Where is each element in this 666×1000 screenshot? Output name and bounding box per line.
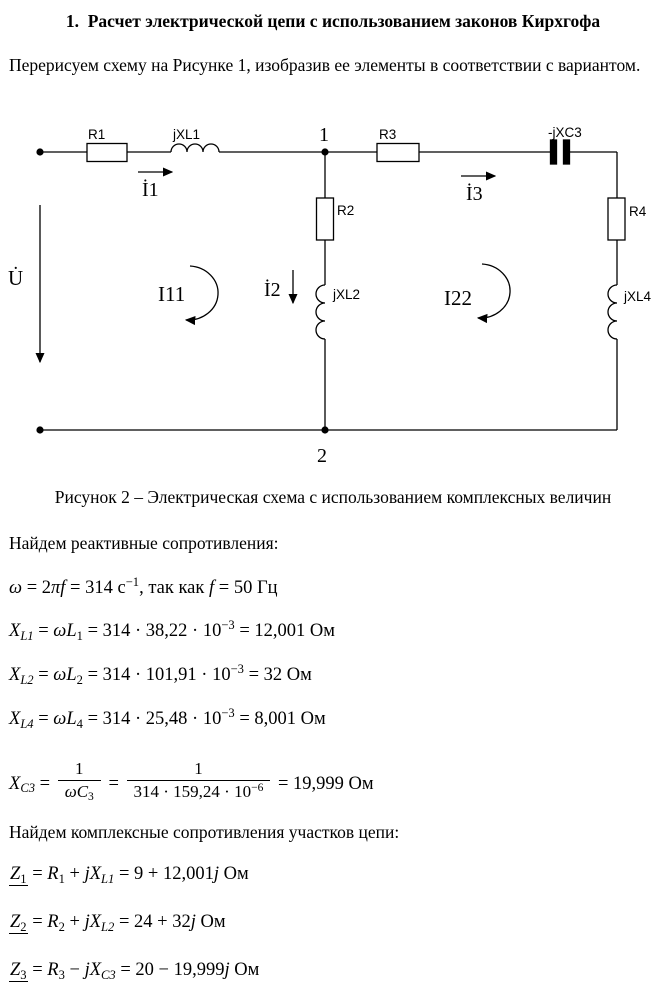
loop-i22-arrow — [478, 264, 510, 318]
text-find-complex: Найдем комплексные сопротивления участков цепи: — [9, 822, 400, 842]
label-jxl4: jXL4 — [624, 289, 652, 304]
label-loop-i22: I22 — [444, 286, 472, 310]
inductor-jxl2 — [316, 285, 325, 339]
terminal-dot-top — [36, 148, 43, 155]
formula-xl1: $XL1 = \omega L1 = 314 \cdot 38,22 \cdot 10^{-3} = 12,001$ Ом — [9, 618, 335, 643]
text-find-reactive: Найдем реактивные сопротивления: — [9, 533, 279, 553]
label-loop-i11: I11 — [158, 282, 186, 306]
terminal-dot-bottom — [36, 426, 43, 433]
intro-paragraph: Перерисуем схему на Рисунке 1, изобразив ее элементы в соответствии с вариантом. — [9, 55, 641, 75]
capacitor-c3-plate-left — [551, 140, 557, 164]
inductor-jxl1 — [171, 144, 219, 152]
formula-z3: Z3 = R3 − jXC3 = 20 − 19,999j Ом — [10, 960, 260, 982]
resistor-r1 — [87, 144, 127, 162]
label-node-2: 2 — [317, 445, 327, 466]
label-current-i2: İ2 — [264, 279, 281, 301]
resistor-r2 — [317, 198, 334, 240]
formula-z1: Z1 = R1 + jXL1 = 9 + 12,001j Ом — [10, 864, 249, 886]
loop-i11-arrow — [186, 266, 218, 320]
label-r3: R3 — [379, 127, 397, 142]
label-node-1: 1 — [319, 124, 329, 146]
node-2-dot — [321, 426, 328, 433]
inductor-jxl4 — [608, 285, 617, 339]
label-current-i3: İ3 — [466, 183, 483, 205]
node-1-dot — [321, 148, 328, 155]
resistor-r4 — [608, 198, 625, 240]
label-r2: R2 — [337, 203, 355, 218]
resistor-r3 — [377, 144, 419, 162]
section-heading: 1. Расчет электрической цепи с использованием законов Кирхгофа — [65, 11, 601, 31]
label-jxl2: jXL2 — [333, 287, 361, 302]
formula-omega: ω = 2πf = 314 $с^{-1}$, так как f = 50 Гц — [9, 575, 278, 598]
label-jxc3: -jXC3 — [548, 125, 582, 140]
label-voltage-u: U̇ — [8, 266, 24, 290]
formula-xc3: XC3 = $\frac{1}{\omega C3}$ = $\frac{1}{314 \cdot 159,24 \cdot 10^{-6}}$ = 19,999 Ом — [9, 759, 374, 804]
formula-xl4: $XL4 = \omega L4 = 314 \cdot 25,48 \cdot 10^{-3} = 8,001$ Ом — [9, 706, 326, 731]
figure-caption: Рисунок 2 – Электрическая схема с использованием комплексных величин — [54, 487, 612, 507]
label-r4: R4 — [629, 204, 647, 219]
formula-xl2: $XL2 = \omega L2 = 314 \cdot 101,91 \cdot 10^{-3} = 32$ Ом — [9, 662, 312, 687]
capacitor-c3-plate-right — [564, 140, 570, 164]
circuit-diagram — [0, 110, 666, 466]
label-jxl1: jXL1 — [173, 127, 201, 142]
label-current-i1: İ1 — [142, 179, 159, 201]
formula-z2: Z2 = R2 + jXL2 = 24 + 32j Ом — [10, 912, 226, 934]
label-r1: R1 — [88, 127, 106, 142]
